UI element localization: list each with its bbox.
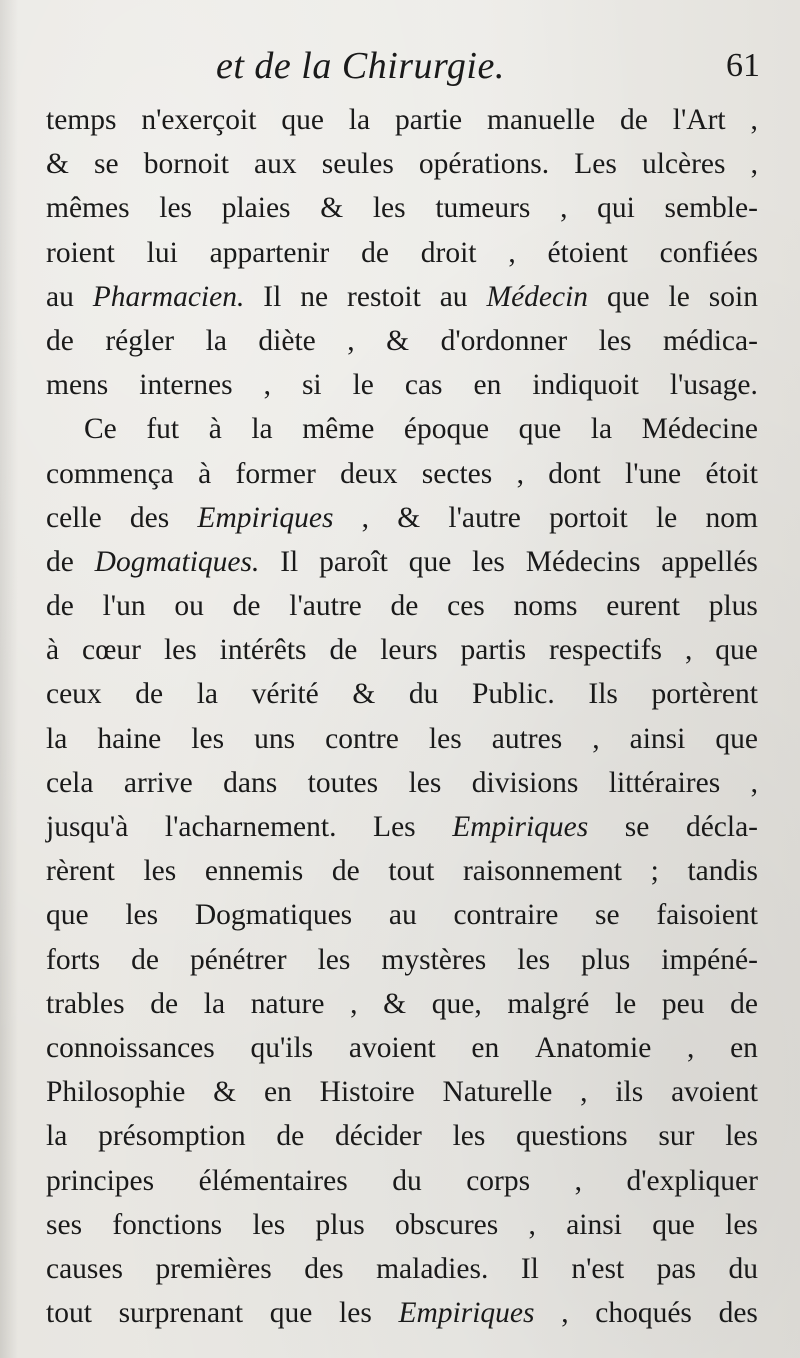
word: & — [213, 1076, 237, 1109]
word: obscures — [395, 1208, 499, 1241]
word: la — [205, 324, 227, 357]
word: plus — [581, 943, 631, 976]
word: ennemis — [204, 855, 304, 888]
word: de — [131, 943, 159, 976]
word: qu'ils — [250, 1031, 314, 1064]
word: au — [388, 899, 417, 932]
word: les — [159, 192, 193, 225]
text-line — [46, 584, 758, 628]
word: dont — [548, 457, 601, 490]
word: faisoient — [656, 899, 758, 932]
word: pas — [656, 1252, 696, 1285]
word: les — [143, 855, 177, 888]
word: même — [302, 413, 375, 446]
word: n'exerçoit — [141, 104, 257, 136]
word: questions — [516, 1120, 628, 1153]
word: que — [652, 1208, 695, 1241]
word: & — [383, 987, 407, 1020]
word: décider — [334, 1120, 422, 1153]
word: Médecine — [641, 413, 758, 446]
running-title: et de la Chirurgie. — [216, 45, 505, 87]
word: partie — [394, 104, 463, 136]
word: deux — [340, 457, 398, 490]
word: tout — [388, 855, 435, 888]
word: d'expliquer — [626, 1164, 758, 1197]
word: que — [715, 634, 758, 667]
word: que, — [431, 987, 482, 1020]
word: en — [471, 1031, 500, 1064]
word: ceux — [46, 678, 102, 711]
word: intérêts — [219, 634, 307, 667]
text-line — [46, 893, 758, 937]
word: semble- — [664, 192, 758, 225]
word: les — [163, 634, 197, 667]
word: ainsi — [566, 1208, 622, 1241]
word: noms — [513, 590, 578, 623]
word: l'autre — [448, 501, 521, 534]
word: se — [624, 811, 650, 843]
word: , — [574, 1164, 582, 1197]
word: l'acharnement. — [164, 811, 337, 843]
word: Naturelle — [442, 1076, 553, 1109]
word: nature — [250, 987, 325, 1020]
word: mens — [46, 369, 109, 402]
text-line — [46, 805, 758, 849]
word: les — [598, 324, 632, 357]
word: médica- — [662, 324, 758, 357]
word: présomption — [98, 1120, 246, 1153]
text-line — [46, 1291, 758, 1335]
word: Empiriques — [452, 811, 589, 843]
word: cela — [46, 766, 94, 799]
word: régler — [105, 324, 175, 357]
word: jusqu'à — [46, 811, 129, 843]
word: à — [208, 413, 222, 446]
word: la — [196, 678, 219, 711]
page-number: 61 — [726, 47, 760, 84]
word: appartenir — [209, 236, 330, 269]
word: toutes — [307, 766, 379, 799]
word: les — [517, 943, 551, 976]
word: Philosophie — [46, 1076, 186, 1109]
word: le — [614, 987, 637, 1020]
word: , — [580, 1076, 588, 1109]
word: Empiriques — [197, 501, 334, 534]
word: forts — [46, 943, 101, 976]
word: aux — [254, 148, 297, 181]
word: respectifs — [549, 634, 663, 667]
word: de — [46, 324, 74, 357]
word: soin — [708, 280, 758, 313]
text-line — [46, 1159, 758, 1203]
text-line — [46, 849, 758, 893]
word: de — [46, 545, 74, 578]
word: la — [203, 987, 226, 1020]
word: que — [715, 722, 758, 755]
word: portèrent — [651, 678, 758, 711]
word: droit — [420, 236, 477, 269]
word: lui — [146, 236, 178, 269]
word: des — [129, 501, 170, 534]
word: cœur — [82, 634, 142, 667]
word: leurs — [380, 634, 438, 667]
word: les — [339, 1297, 372, 1330]
word: Il — [263, 280, 282, 313]
word: Médecins — [525, 545, 641, 578]
word: nom — [705, 501, 758, 534]
word: ces — [447, 590, 485, 623]
word: tout — [46, 1297, 92, 1330]
word: de — [232, 590, 261, 623]
word: , — [750, 148, 758, 181]
word: maladies. — [376, 1252, 489, 1285]
word: les — [472, 545, 505, 578]
word: malgré — [507, 987, 590, 1020]
word: ne — [300, 280, 329, 313]
word: , — [684, 634, 693, 667]
word: surprenant — [118, 1297, 244, 1330]
text-line — [46, 761, 758, 805]
word: en — [730, 1031, 758, 1064]
word: temps — [46, 104, 117, 136]
word: des — [304, 1252, 344, 1285]
word: d'ordonner — [440, 324, 568, 357]
word: de — [46, 590, 74, 623]
word: , — [687, 1031, 695, 1064]
word: mêmes — [46, 192, 130, 225]
word: les — [317, 943, 351, 976]
word: avoient — [348, 1031, 436, 1064]
word: se — [595, 899, 620, 932]
word: de — [390, 590, 419, 623]
word: le — [655, 501, 678, 534]
word: du — [408, 678, 439, 711]
word: en — [263, 1076, 292, 1109]
word: , — [516, 457, 524, 490]
word: de — [135, 678, 164, 711]
text-line — [46, 1247, 758, 1291]
word: les — [372, 192, 406, 225]
word: paroît — [319, 545, 388, 578]
word: confiées — [659, 236, 758, 269]
word: arrive — [123, 766, 193, 799]
word: & — [386, 324, 410, 357]
word: rèrent — [46, 855, 115, 888]
word: fonctions — [112, 1208, 223, 1241]
word: diète — [258, 324, 316, 357]
text-line — [46, 1203, 758, 1247]
word: ou — [174, 590, 204, 623]
word: vérité — [251, 678, 319, 711]
word: impéné- — [661, 943, 758, 976]
word: de — [150, 987, 179, 1020]
word: les — [725, 1208, 758, 1241]
text-line — [46, 1026, 758, 1070]
word: littéraires — [608, 766, 721, 799]
word: plus — [315, 1208, 365, 1241]
word: de — [276, 1120, 305, 1153]
word: ainsi — [629, 722, 686, 755]
word: les — [408, 766, 442, 799]
word: Pharmacien. — [92, 280, 245, 313]
word: à — [198, 457, 212, 490]
word: , — [361, 501, 370, 534]
word: , — [347, 324, 355, 357]
word: contraire — [453, 899, 559, 932]
text-line — [46, 1114, 758, 1158]
word: , — [560, 192, 568, 225]
word: n'est — [571, 1252, 625, 1285]
word: , — [528, 1208, 536, 1241]
word: la — [46, 722, 68, 755]
word: roient — [46, 236, 115, 269]
word: corps — [466, 1164, 531, 1197]
word: que — [281, 104, 324, 136]
word: sectes — [421, 457, 493, 490]
word: autres — [491, 722, 563, 755]
word: contre — [325, 722, 399, 755]
word: étoient — [547, 236, 628, 269]
word: Les — [574, 148, 617, 181]
word: de — [331, 855, 360, 888]
text-line — [46, 982, 758, 1026]
word: , — [750, 104, 758, 136]
word: bornoit — [143, 148, 229, 181]
word: que — [607, 280, 650, 313]
word: les — [428, 722, 462, 755]
word: élémentaires — [198, 1164, 348, 1197]
word: , — [508, 236, 516, 269]
text-line — [46, 540, 758, 584]
word: Public. — [472, 678, 555, 711]
word: former — [235, 457, 316, 490]
word: Dogmatiques — [194, 899, 353, 932]
word: que — [408, 545, 452, 578]
word: connoissances — [46, 1031, 215, 1064]
word: les — [452, 1120, 486, 1153]
word: l'usage. — [669, 369, 758, 402]
word: divisions — [471, 766, 579, 799]
word: Histoire — [319, 1076, 415, 1109]
word: , — [263, 369, 271, 402]
text-line — [46, 231, 758, 275]
word: eurent — [606, 590, 680, 623]
word: seules — [321, 148, 394, 181]
word: en — [473, 369, 502, 402]
word: l'autre — [289, 590, 362, 623]
word: commença — [46, 457, 174, 490]
text-line — [46, 628, 758, 672]
text-line — [46, 1070, 758, 1114]
word: de — [361, 236, 389, 269]
word: de — [329, 634, 358, 667]
word: Les — [373, 811, 416, 843]
word: plus — [708, 590, 758, 623]
word: manuelle — [487, 104, 596, 136]
word: au — [46, 280, 74, 313]
word: tumeurs — [435, 192, 531, 225]
word: les — [252, 1208, 286, 1241]
word: Médecin — [486, 280, 589, 313]
text-line — [46, 319, 758, 363]
text-line — [46, 938, 758, 982]
word: cas — [404, 369, 443, 402]
word: de — [730, 987, 758, 1020]
word: haine — [97, 722, 162, 755]
word: du — [392, 1164, 422, 1197]
word: uns — [254, 722, 296, 755]
word: que — [46, 899, 89, 932]
word: la — [46, 1120, 68, 1153]
text-line — [46, 496, 758, 540]
word: plaies — [221, 192, 291, 225]
word: Ils — [588, 678, 618, 711]
word: ; — [650, 855, 659, 888]
word: de — [620, 104, 648, 136]
word: la — [251, 413, 273, 446]
word: peu — [661, 987, 705, 1020]
text-line — [46, 452, 758, 496]
word: indiquoit — [532, 369, 639, 402]
word: opérations. — [418, 148, 550, 181]
word: à — [46, 634, 60, 667]
word: du — [728, 1252, 758, 1285]
word: Dogmatiques. — [94, 545, 260, 578]
word: les — [725, 1120, 758, 1153]
text-line — [46, 142, 758, 186]
word: se — [94, 148, 119, 181]
word: mystères — [381, 943, 487, 976]
word: qui — [597, 192, 635, 225]
word: l'un — [102, 590, 146, 623]
word: ulcères — [641, 148, 726, 181]
word: appellés — [661, 545, 758, 578]
word: ils — [615, 1076, 644, 1109]
word: dans — [223, 766, 278, 799]
word: Ce — [84, 413, 117, 446]
word: l'une — [625, 457, 682, 490]
word: si — [301, 369, 322, 402]
word: la — [590, 413, 613, 446]
word: , — [592, 722, 600, 755]
word: portoit — [549, 501, 628, 534]
word: causes — [46, 1252, 123, 1285]
word: principes — [46, 1164, 155, 1197]
word: , — [350, 987, 358, 1020]
word: raisonnement — [462, 855, 622, 888]
word: fut — [146, 413, 180, 446]
text-line — [46, 363, 758, 407]
text-line — [46, 717, 758, 761]
word: premières — [155, 1252, 272, 1285]
word: & — [397, 501, 421, 534]
word: Il — [520, 1252, 539, 1285]
word: pénétrer — [189, 943, 287, 976]
text-line — [46, 407, 758, 451]
word: décla- — [685, 811, 758, 843]
word: & — [352, 678, 376, 711]
word: avoient — [671, 1076, 758, 1109]
text-line — [46, 98, 758, 142]
body-text — [46, 98, 758, 1335]
text-line — [46, 275, 758, 319]
word: & — [320, 192, 344, 225]
word: l'Art — [672, 104, 726, 136]
word: celle — [46, 501, 102, 534]
word: , — [750, 766, 758, 799]
word: des — [718, 1297, 758, 1330]
text-line — [46, 672, 758, 716]
word: tandis — [687, 855, 758, 888]
word: que — [518, 413, 562, 446]
word: , — [561, 1297, 569, 1330]
word: étoit — [705, 457, 758, 490]
word: époque — [403, 413, 490, 446]
word: & — [46, 148, 69, 181]
word: que — [269, 1297, 313, 1330]
word: les — [125, 899, 159, 932]
word: la — [348, 104, 371, 136]
word: au — [439, 280, 468, 313]
word: restoit — [347, 280, 421, 313]
word: Anatomie — [534, 1031, 652, 1064]
word: le — [352, 369, 374, 402]
word: les — [191, 722, 225, 755]
word: choqués — [595, 1297, 692, 1330]
page-header — [48, 40, 760, 92]
word: partis — [460, 634, 527, 667]
text-line — [46, 186, 758, 230]
word: sur — [658, 1120, 695, 1153]
word: trables — [46, 987, 125, 1020]
word: Empiriques — [398, 1297, 535, 1330]
word: Il — [280, 545, 299, 578]
word: internes — [139, 369, 233, 402]
word: le — [668, 280, 690, 313]
word: ses — [46, 1208, 83, 1241]
